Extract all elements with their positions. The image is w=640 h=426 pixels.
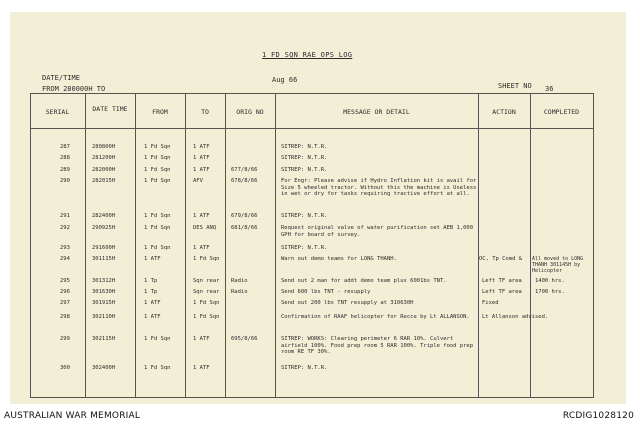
cell-serial: 288 [60, 155, 70, 161]
cell-date-time: 290925H [92, 225, 116, 231]
cell-to: 1 ATF [193, 245, 210, 251]
cell-message: Send out 2 man for addt demo team plus 6001bs TNT. [281, 278, 447, 284]
cell-action: Left TF area [482, 278, 522, 284]
cell-date-time: 301312H [92, 278, 116, 284]
cell-orig-no: 677/8/66 [231, 167, 258, 173]
sheet-label: SHEET NO [498, 82, 532, 90]
cell-orig-no: 681/8/66 [231, 225, 258, 231]
cell-message: Warn out demo teams for LONG THANH. [281, 256, 397, 262]
date-time-label: DATE/TIME [42, 74, 80, 82]
col-header-message: MESSAGE OR DETAIL [343, 108, 410, 116]
col-header-completed: COMPLETED [543, 108, 580, 116]
cell-orig-no: 678/8/66 [231, 178, 258, 184]
cell-message: SITREP: N.T.R. [281, 213, 328, 219]
cell-date-time: 302115H [92, 336, 116, 342]
cell-to: 1 ATF [193, 213, 210, 219]
cell-date-time: 301630H [92, 289, 116, 295]
cell-serial: 300 [60, 365, 70, 371]
cell-from: 1 Fd Sqn [144, 365, 171, 371]
cell-to: 1 ATF [193, 144, 210, 150]
cell-from: 1 Fd Sqn [144, 178, 171, 184]
cell-to: 1 Fd Sqn [193, 300, 220, 306]
cell-date-time: 280800H [92, 144, 116, 150]
cell-serial: 289 [60, 167, 70, 173]
cell-completed: All moved to LONG THANH 301145H by Helicopter [532, 256, 584, 274]
cell-completed: 1700 hrs. [535, 289, 565, 295]
col-header-to: TO [201, 108, 209, 116]
cell-message: SITREP: WORKS: Clearing perimeter 6 RAR 10%. Culvert airfield 100%. Food prep room 5 RAR 100%. Triple food prep room RE TF 30%. [281, 336, 474, 356]
col-header-from: FROM [152, 108, 168, 116]
cell-date-time: 282000H [92, 167, 116, 173]
cell-message: SITREP: N.T.R. [281, 155, 328, 161]
cell-date-time: 302110H [92, 314, 116, 320]
month-label: Aug 66 [272, 76, 298, 84]
cell-serial: 290 [60, 178, 70, 184]
cell-from: 1 Fd Sqn [144, 245, 171, 251]
cell-to: AFV [193, 178, 203, 184]
cell-action: OC, Tp Comd & [479, 256, 523, 262]
archive-reference: RCDIG1028120 [562, 411, 634, 421]
cell-message: Confirmation of RAAF helicopter for Recce by Lt ALLANSON. [281, 314, 470, 320]
cell-serial: 299 [60, 336, 70, 342]
cell-message: SITREP: N.T.R. [281, 144, 328, 150]
cell-orig-no: Radio [231, 278, 248, 284]
cell-date-time: 282015H [92, 178, 116, 184]
cell-message: Send out 200 lbs TNT resupply at 310630H [281, 300, 414, 306]
col-header-action: ACTION [492, 108, 516, 116]
cell-date-time: 282400H [92, 213, 116, 219]
archive-credit: AUSTRALIAN WAR MEMORIAL [4, 411, 141, 421]
cell-to: Sqn rear [193, 289, 220, 295]
cell-to: 1 Fd Sqn [193, 314, 220, 320]
cell-serial: 296 [60, 289, 70, 295]
cell-to: 1 ATF [193, 365, 210, 371]
cell-message: SITREP: N.T.R. [281, 245, 328, 251]
cell-to: Sqn rear [193, 278, 220, 284]
cell-message: SITREP: N.T.R. [281, 167, 328, 173]
cell-action: Fixed [482, 300, 499, 306]
cell-date-time: 281200H [92, 155, 116, 161]
cell-from: 1 Fd Sqn [144, 144, 171, 150]
cell-message: Request original valve of water purification set AEB 1,000 GPH for board of survey. [281, 225, 474, 238]
cell-message: For Engr: Please advise if Hydro Inflation kit is avail for Size 5 wheeled tractor. Without this the machine is Useless in wet or dry for tasks requiring tractive effort at all. [281, 178, 477, 198]
cell-date-time: 291600H [92, 245, 116, 251]
col-header-date-time: DATE TIME [92, 105, 128, 113]
cell-from: 1 Tp [144, 278, 158, 284]
cell-serial: 287 [60, 144, 70, 150]
cell-to: 1 ATF [193, 155, 210, 161]
cell-orig-no: Radio [231, 289, 248, 295]
cell-serial: 294 [60, 256, 70, 262]
cell-from: 1 Fd Sqn [144, 155, 171, 161]
log-table [30, 93, 594, 398]
cell-serial: 293 [60, 245, 70, 251]
sheet-number: 36 [545, 85, 554, 93]
cell-serial: 298 [60, 314, 70, 320]
cell-action: Lt Allanson advised. [482, 314, 549, 320]
cell-date-time: 301115H [92, 256, 116, 262]
cell-from: 1 Tp [144, 289, 158, 295]
cell-from: 1 Fd Sqn [144, 167, 171, 173]
col-header-serial: SERIAL [45, 108, 70, 116]
cell-message: SITREP: N.T.R. [281, 365, 328, 371]
cell-from: 1 ATF [144, 300, 161, 306]
col-header-orig-no: ORIG NO [236, 108, 264, 116]
cell-message: Send 600 lbs TNT - resupply [281, 289, 371, 295]
cell-to: 1 ATF [193, 336, 210, 342]
cell-orig-no: 695/8/66 [231, 336, 258, 342]
cell-to: 1 ATF [193, 167, 210, 173]
cell-action: Left TF area [482, 289, 522, 295]
cell-completed: 1400 hrs. [535, 278, 565, 284]
cell-serial: 295 [60, 278, 70, 284]
cell-from: 1 Fd Sqn [144, 213, 171, 219]
cell-to: 1 Fd Sqn [193, 256, 220, 262]
cell-from: 1 ATF [144, 314, 161, 320]
cell-orig-no: 679/8/66 [231, 213, 258, 219]
cell-serial: 297 [60, 300, 70, 306]
cell-from: 1 ATF [144, 256, 161, 262]
cell-from: 1 Fd Sqn [144, 336, 171, 342]
cell-from: 1 Fd Sqn [144, 225, 171, 231]
from-label: FROM 280000H TO [42, 85, 106, 93]
log-title: 1 FD SQN RAE OPS LOG [262, 51, 353, 59]
cell-to: DES ANQ [193, 225, 217, 231]
cell-date-time: 302400H [92, 365, 116, 371]
cell-serial: 292 [60, 225, 70, 231]
cell-serial: 291 [60, 213, 70, 219]
cell-date-time: 301915H [92, 300, 116, 306]
